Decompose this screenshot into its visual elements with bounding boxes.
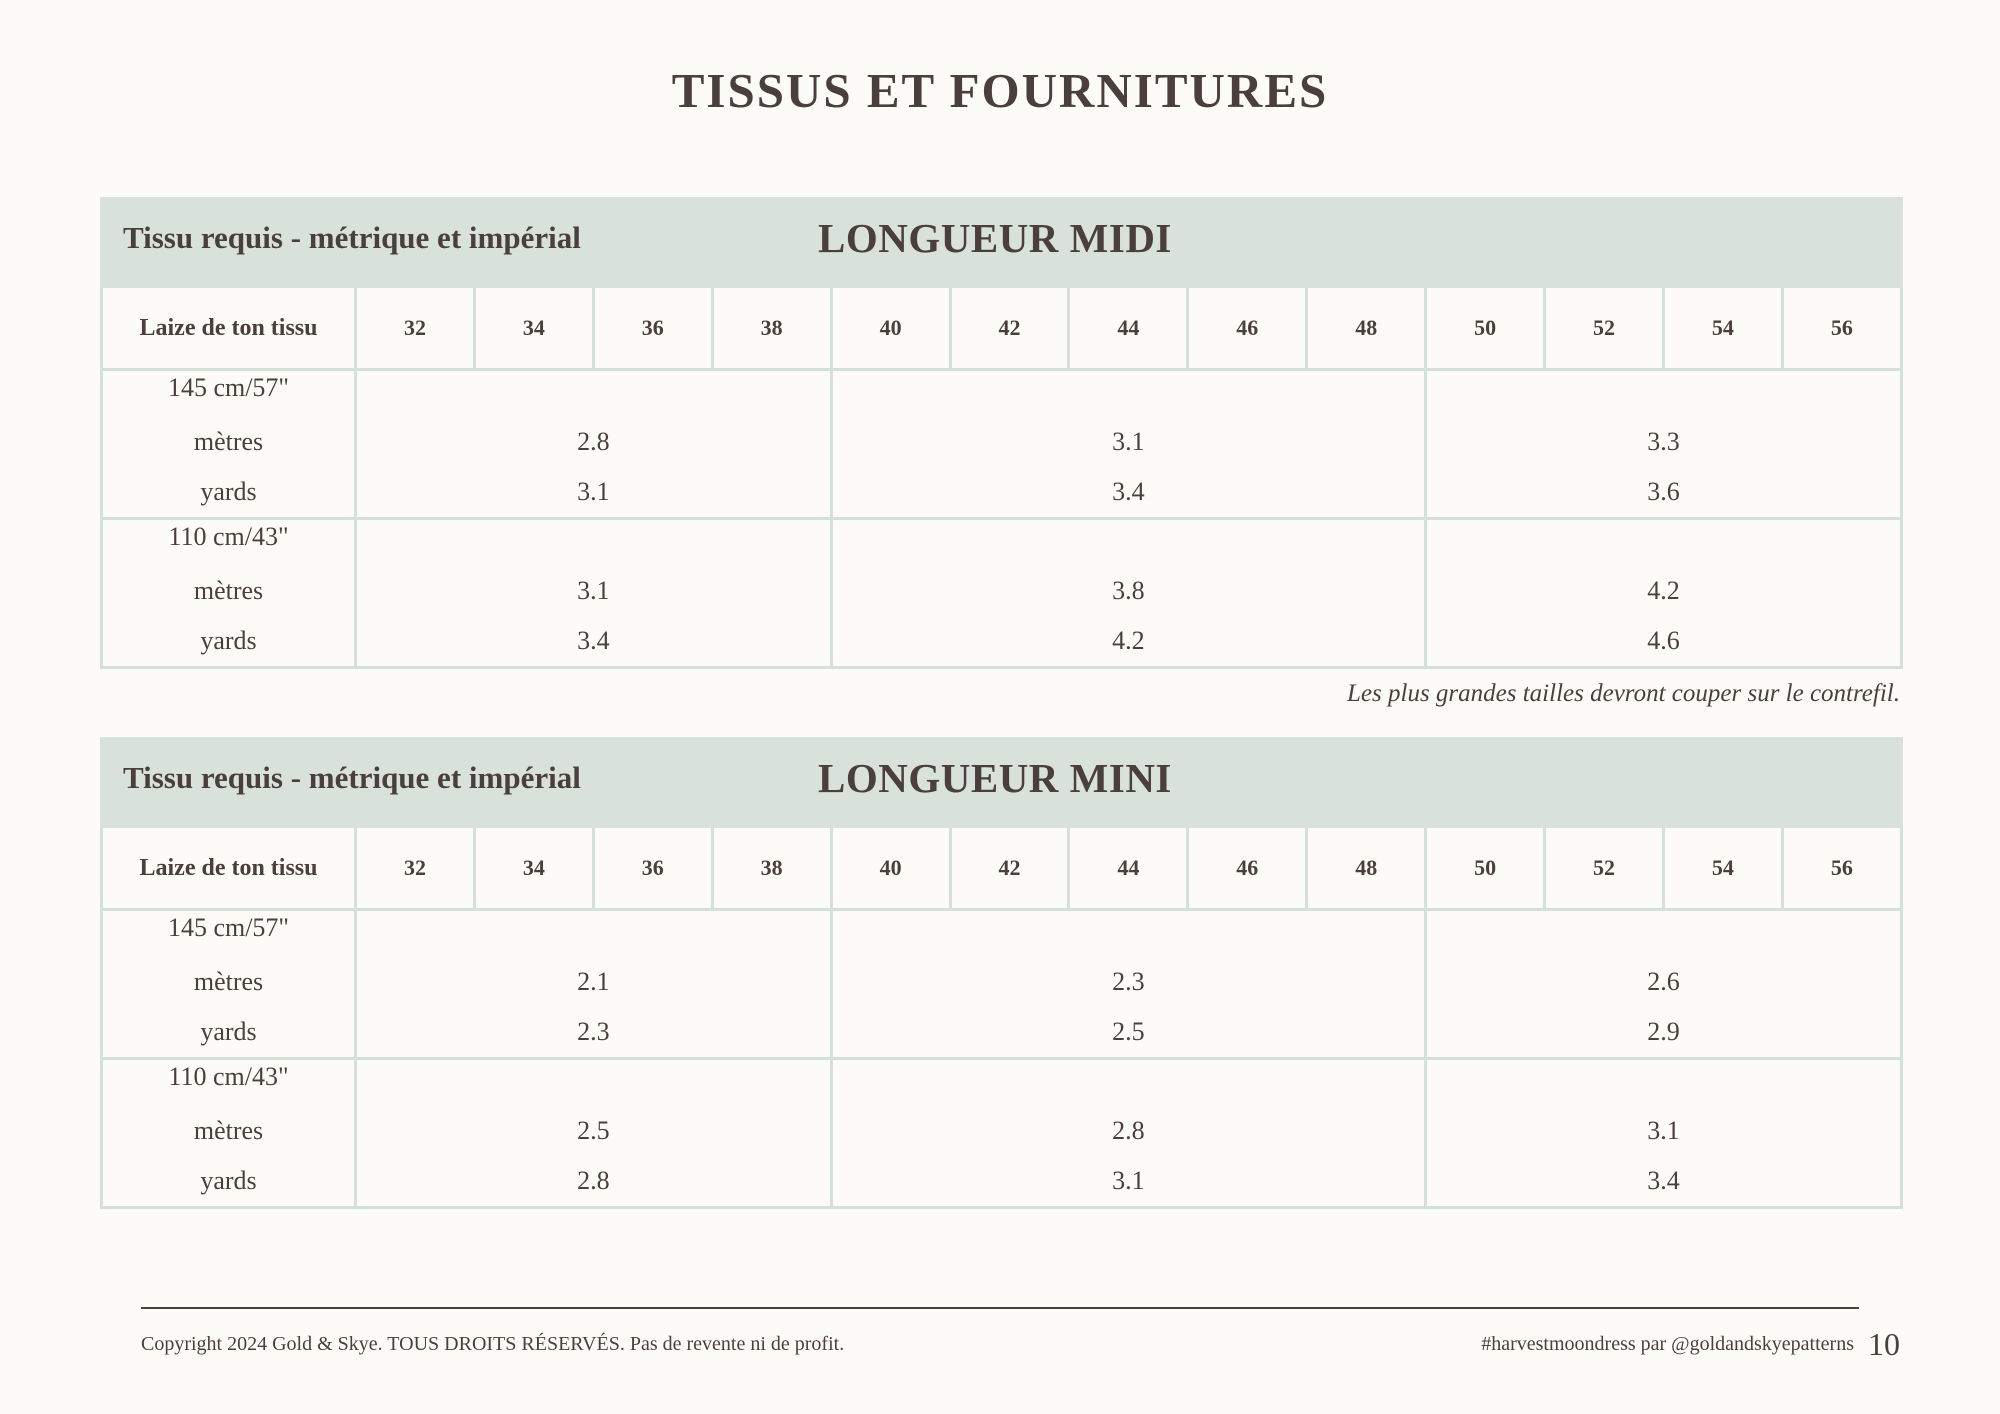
size-cell: 50 — [1426, 287, 1545, 370]
size-cell: 52 — [1545, 827, 1664, 910]
size-cell: 54 — [1663, 287, 1782, 370]
grain-note: Les plus grandes tailles devront couper sur le contrefil. — [1347, 680, 1900, 707]
value-cell: 4.6 — [1426, 616, 1902, 668]
size-cell: 32 — [356, 287, 475, 370]
fabric-width-label: 110 cm/43" — [102, 519, 356, 567]
value-cell: 2.8 — [356, 1156, 832, 1208]
unit-label: mètres — [102, 566, 356, 616]
value-cell — [1426, 1059, 1902, 1107]
value-cell: 2.5 — [356, 1106, 832, 1156]
size-cell: 44 — [1069, 827, 1188, 910]
value-cell — [356, 519, 832, 567]
table-row — [102, 957, 1902, 1007]
value-cell — [1426, 519, 1902, 567]
size-cell: 54 — [1663, 827, 1782, 910]
value-cell: 3.4 — [831, 467, 1426, 519]
value-cell: 3.1 — [831, 417, 1426, 467]
fabric-width-row — [102, 1059, 1902, 1107]
size-cell: 48 — [1307, 827, 1426, 910]
size-cell: 46 — [1188, 287, 1307, 370]
size-cell: 42 — [950, 287, 1069, 370]
size-cell: 34 — [474, 827, 593, 910]
page-title: TISSUS ET FOURNITURES — [671, 63, 1329, 118]
table-header — [102, 199, 1902, 287]
value-cell: 3.1 — [1426, 1106, 1902, 1156]
fabric-width-row — [102, 519, 1902, 567]
value-cell: 4.2 — [831, 616, 1426, 668]
value-cell — [831, 370, 1426, 418]
value-cell — [1426, 370, 1902, 418]
size-cell: 46 — [1188, 827, 1307, 910]
size-cell: 36 — [593, 827, 712, 910]
table-row — [102, 1106, 1902, 1156]
value-cell: 4.2 — [1426, 566, 1902, 616]
value-cell — [356, 370, 832, 418]
fabric-table-midi — [100, 197, 1903, 669]
unit-label: yards — [102, 1007, 356, 1059]
size-cell: 32 — [356, 827, 475, 910]
value-cell — [1426, 910, 1902, 958]
table-row — [102, 566, 1902, 616]
size-cell: 48 — [1307, 287, 1426, 370]
fabric-width-label: 145 cm/57" — [102, 370, 356, 418]
size-cell: 40 — [831, 827, 950, 910]
value-cell — [831, 519, 1426, 567]
value-cell: 3.3 — [1426, 417, 1902, 467]
value-cell — [356, 910, 832, 958]
size-cell: 50 — [1426, 827, 1545, 910]
table-row — [102, 467, 1902, 519]
value-cell: 3.1 — [356, 566, 832, 616]
footer-copyright: Copyright 2024 Gold & Skye. TOUS DROITS RÉSERVÉS. Pas de revente ni de profit. — [141, 1333, 845, 1355]
value-cell: 3.1 — [356, 467, 832, 519]
value-cell — [831, 1059, 1426, 1107]
size-cell: 42 — [950, 827, 1069, 910]
page-number: 10 — [1868, 1326, 1900, 1362]
fabric-width-row — [102, 910, 1902, 958]
value-cell: 3.8 — [831, 566, 1426, 616]
value-cell: 2.1 — [356, 957, 832, 1007]
size-cell: 56 — [1782, 827, 1901, 910]
table-header — [102, 739, 1902, 827]
unit-label: mètres — [102, 417, 356, 467]
value-cell: 3.4 — [1426, 1156, 1902, 1208]
size-cell: 36 — [593, 287, 712, 370]
value-cell: 2.8 — [831, 1106, 1426, 1156]
value-cell: 3.6 — [1426, 467, 1902, 519]
size-cell: 38 — [712, 287, 831, 370]
value-cell — [356, 1059, 832, 1107]
value-cell: 2.3 — [831, 957, 1426, 1007]
footer-divider — [141, 1307, 1859, 1309]
unit-label: yards — [102, 467, 356, 519]
table-subtitle: Tissu requis - métrique et impérial — [123, 220, 581, 255]
size-cell: 56 — [1782, 287, 1901, 370]
value-cell: 2.5 — [831, 1007, 1426, 1059]
table-row — [102, 1007, 1902, 1059]
size-header-row — [102, 287, 1902, 370]
unit-label: mètres — [102, 957, 356, 1007]
table-title: LONGUEUR MIDI — [818, 215, 1172, 261]
size-cell: 40 — [831, 287, 950, 370]
table-subtitle: Tissu requis - métrique et impérial — [123, 760, 581, 795]
value-cell: 3.1 — [831, 1156, 1426, 1208]
size-cell: 34 — [474, 287, 593, 370]
table-row — [102, 417, 1902, 467]
unit-label: mètres — [102, 1106, 356, 1156]
unit-label: yards — [102, 1156, 356, 1208]
fabric-width-label: 110 cm/43" — [102, 1059, 356, 1107]
width-column-header: Laize de ton tissu — [102, 827, 356, 910]
unit-label: yards — [102, 616, 356, 668]
value-cell: 2.8 — [356, 417, 832, 467]
fabric-table-mini — [100, 737, 1903, 1209]
value-cell: 2.6 — [1426, 957, 1902, 1007]
value-cell: 2.9 — [1426, 1007, 1902, 1059]
size-cell: 38 — [712, 827, 831, 910]
value-cell — [831, 910, 1426, 958]
footer-hashtag: #harvestmoondress par @goldandskyepatterns — [1481, 1333, 1854, 1355]
value-cell: 2.3 — [356, 1007, 832, 1059]
size-cell: 44 — [1069, 287, 1188, 370]
size-header-row — [102, 827, 1902, 910]
table-row — [102, 1156, 1902, 1208]
table-row — [102, 616, 1902, 668]
value-cell: 3.4 — [356, 616, 832, 668]
table-title: LONGUEUR MINI — [818, 755, 1172, 801]
size-cell: 52 — [1545, 287, 1664, 370]
width-column-header: Laize de ton tissu — [102, 287, 356, 370]
fabric-width-row — [102, 370, 1902, 418]
fabric-width-label: 145 cm/57" — [102, 910, 356, 958]
